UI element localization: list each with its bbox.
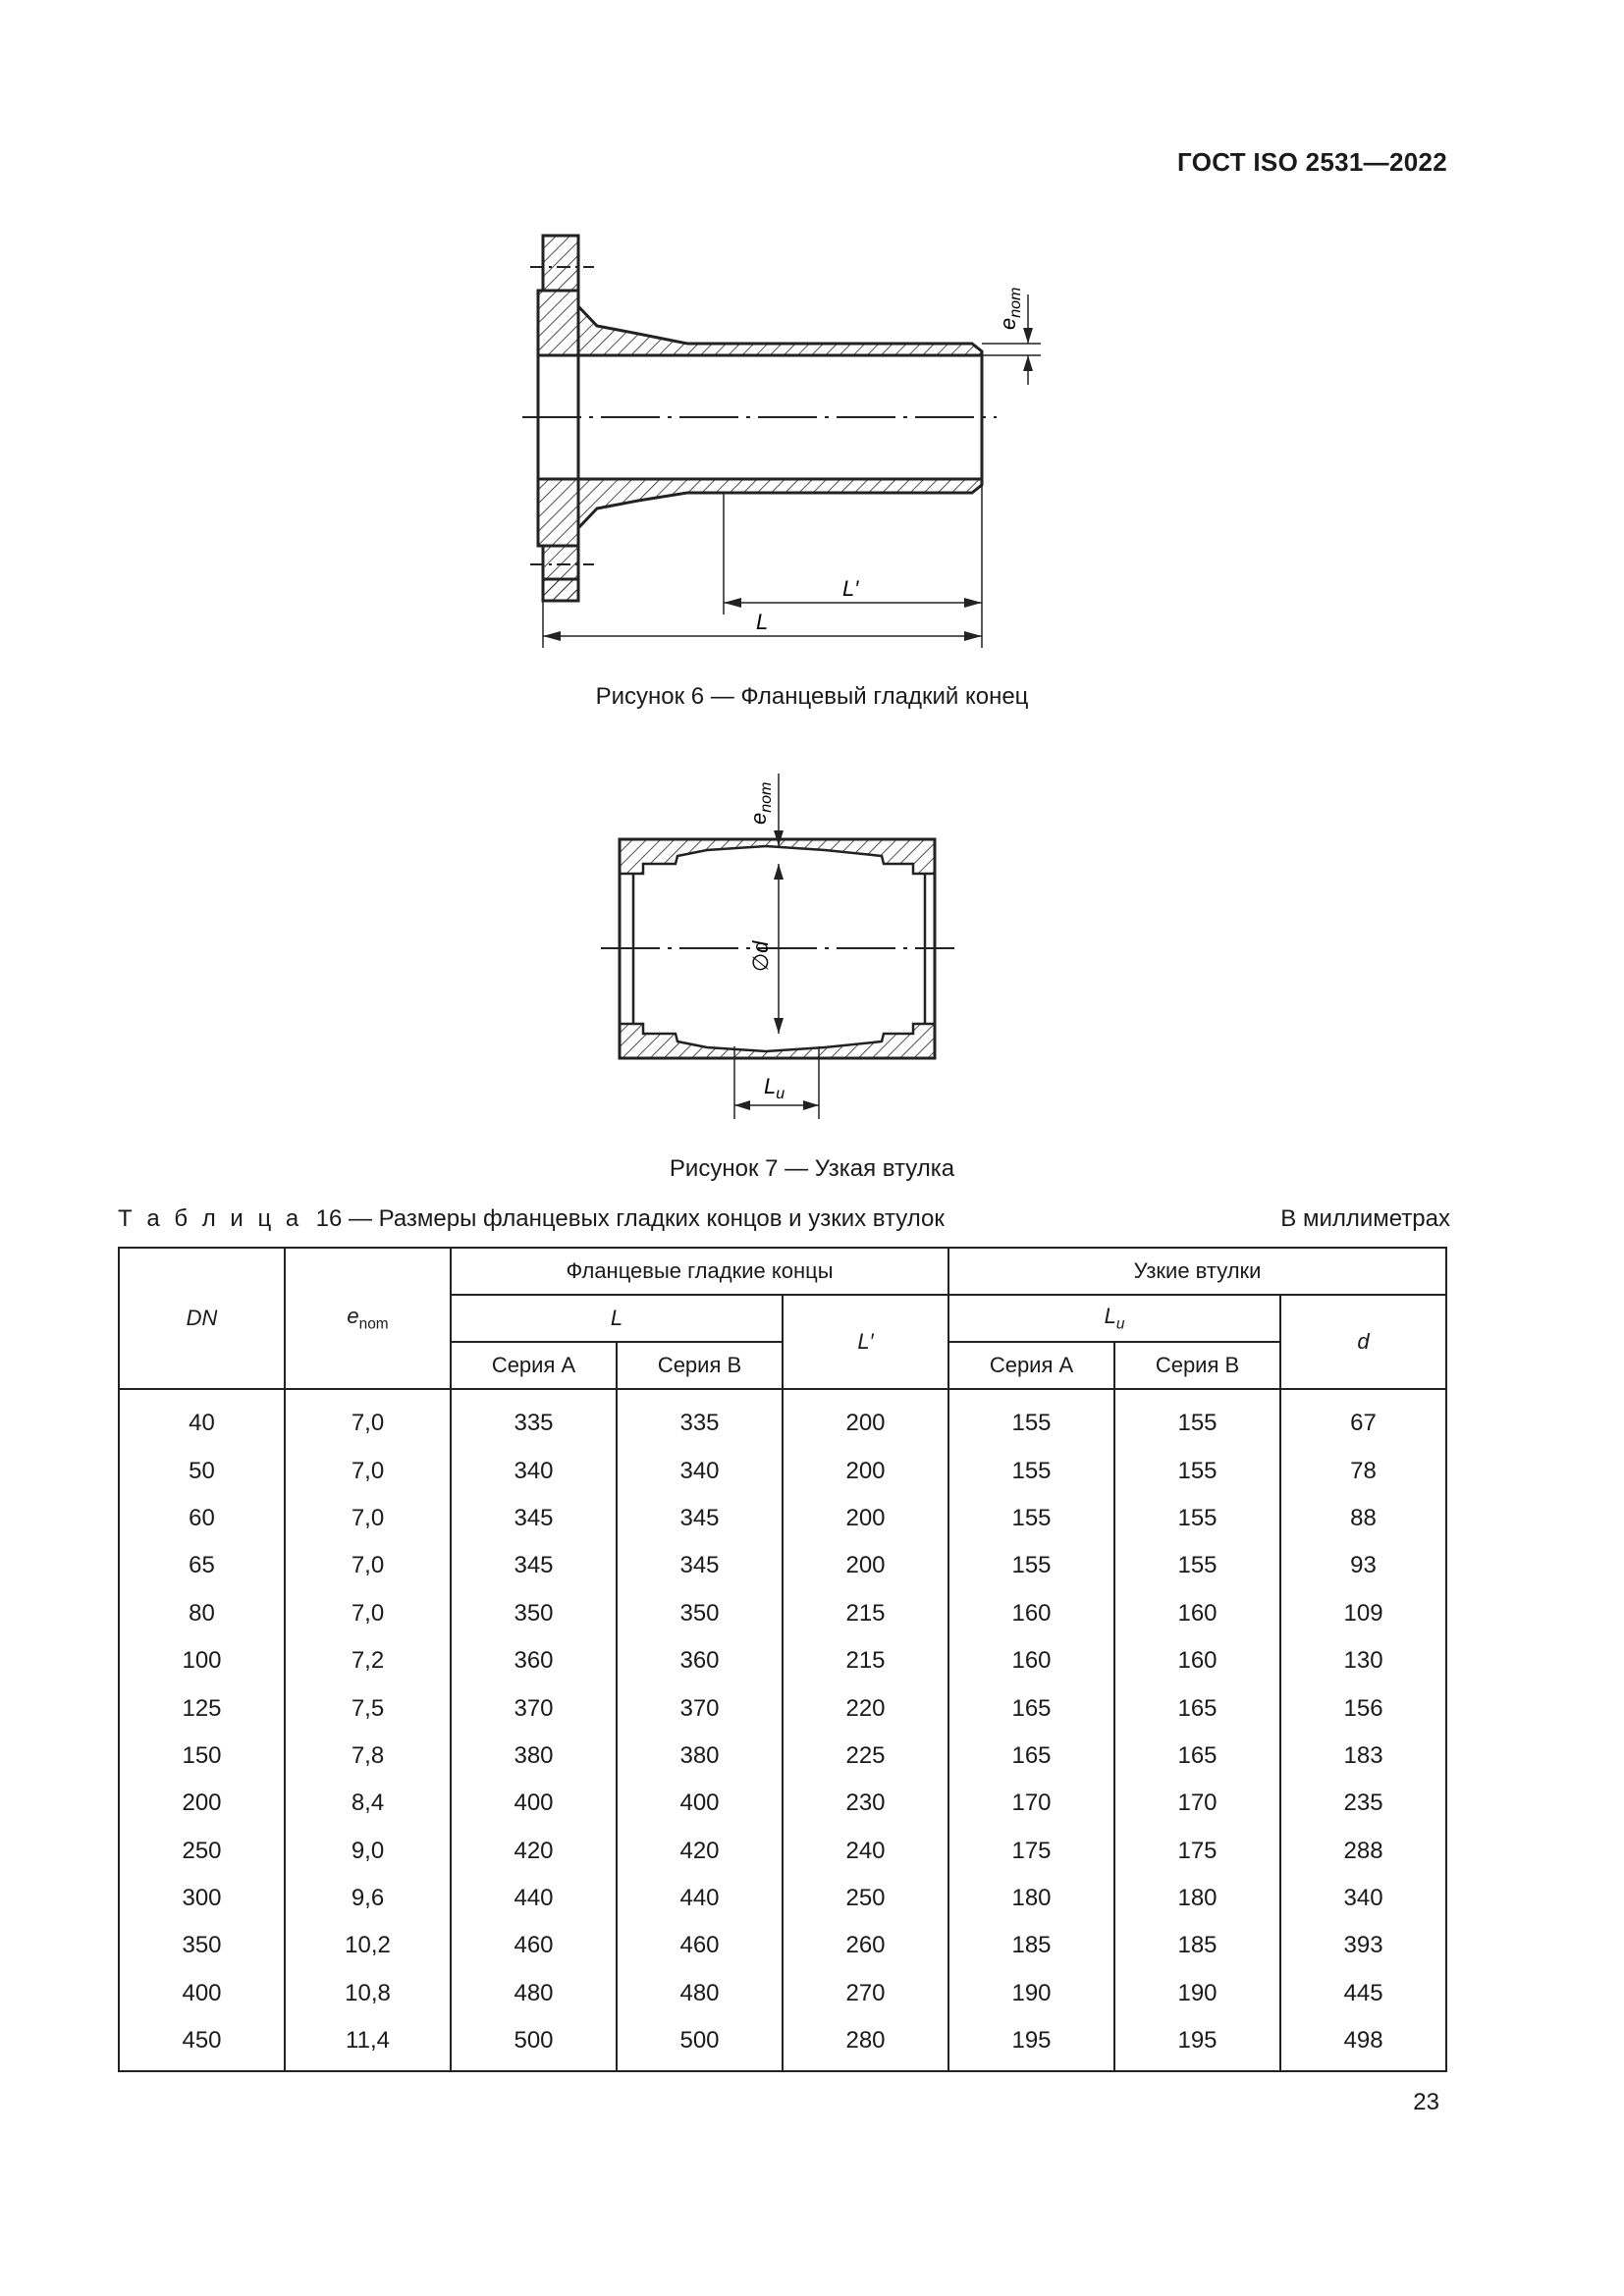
table-cell: 260	[783, 1922, 948, 1969]
col-l-series-a: Серия А	[451, 1342, 617, 1389]
page-number: 23	[1413, 2089, 1439, 2115]
table-cell: 340	[1280, 1875, 1446, 1922]
table-cell: 7,0	[285, 1389, 451, 1447]
table-cell: 180	[948, 1875, 1114, 1922]
table-cell: 7,0	[285, 1495, 451, 1542]
table-cell: 380	[617, 1733, 783, 1780]
table-cell: 360	[451, 1637, 617, 1684]
table-cell: 500	[451, 2017, 617, 2071]
table-cell: 215	[783, 1637, 948, 1684]
table-cell: 345	[451, 1495, 617, 1542]
table-cell: 200	[119, 1780, 285, 1827]
table-cell: 498	[1280, 2017, 1446, 2071]
table-cell: 450	[119, 2017, 285, 2071]
table-cell: 175	[948, 1828, 1114, 1875]
table-row	[119, 1590, 1446, 1637]
table-cell: 155	[1114, 1542, 1280, 1589]
table-cell: 50	[119, 1447, 285, 1494]
table-cell: 60	[119, 1495, 285, 1542]
table-cell: 88	[1280, 1495, 1446, 1542]
table-cell: 440	[617, 1875, 783, 1922]
table-row	[119, 1733, 1446, 1780]
table-cell: 445	[1280, 1970, 1446, 2017]
table-row	[119, 1447, 1446, 1494]
table-cell: 7,0	[285, 1542, 451, 1589]
col-l-prime: L′	[783, 1295, 948, 1389]
document-id: ГОСТ ISO 2531—2022	[1177, 147, 1447, 177]
table-cell: 230	[783, 1780, 948, 1827]
table-units: В миллиметрах	[1280, 1205, 1450, 1232]
table-cell: 195	[948, 2017, 1114, 2071]
table-row	[119, 1637, 1446, 1684]
table-cell: 80	[119, 1590, 285, 1637]
col-e-nom: $e_{nom}$	[285, 1248, 451, 1389]
col-group-sleeves: Узкие втулки	[948, 1248, 1446, 1295]
sleeve-bottom-wall	[620, 1024, 935, 1058]
table-cell: 190	[948, 1970, 1114, 2017]
table-row	[119, 2017, 1446, 2071]
table-cell: 150	[119, 1733, 285, 1780]
table-cell: 340	[451, 1447, 617, 1494]
col-group-flanged: Фланцевые гладкие концы	[451, 1248, 948, 1295]
table-cell: 170	[948, 1780, 1114, 1827]
table-row	[119, 1542, 1446, 1589]
col-lu-series-b: Серия В	[1114, 1342, 1280, 1389]
lower-wall	[538, 479, 982, 546]
table-cell: 155	[948, 1495, 1114, 1542]
table-cell: 155	[1114, 1495, 1280, 1542]
table-cell: 300	[119, 1875, 285, 1922]
col-lu-series-a: Серия А	[948, 1342, 1114, 1389]
bolt-top	[543, 236, 578, 291]
fig7-d-label: ∅d	[748, 940, 773, 972]
fig7-e-nom-label: $e_{nom}$	[746, 781, 775, 825]
table-cell: 65	[119, 1542, 285, 1589]
table-cell: 175	[1114, 1828, 1280, 1875]
table-cell: 215	[783, 1590, 948, 1637]
table-cell: 350	[119, 1922, 285, 1969]
table-cell: 156	[1280, 1684, 1446, 1732]
table-cell: 440	[451, 1875, 617, 1922]
table-cell: 220	[783, 1684, 948, 1732]
table-cell: 7,0	[285, 1447, 451, 1494]
table-cell: 125	[119, 1684, 285, 1732]
table-cell: 155	[948, 1542, 1114, 1589]
table-row	[119, 1389, 1446, 1447]
col-lu: $L_u$	[948, 1295, 1280, 1342]
table-cell: 380	[451, 1733, 617, 1780]
table-cell: 280	[783, 2017, 948, 2071]
table-cell: 335	[617, 1389, 783, 1447]
fig6-e-nom-label: $e_{nom}$	[996, 287, 1024, 330]
col-dn: DN	[119, 1248, 285, 1389]
figure-6-caption: Рисунок 6 — Фланцевый гладкий конец	[595, 683, 1029, 710]
table-cell: 500	[617, 2017, 783, 2071]
table-cell: 350	[451, 1590, 617, 1637]
table-cell: 160	[948, 1637, 1114, 1684]
table-cell: 200	[783, 1389, 948, 1447]
table-cell: 67	[1280, 1389, 1446, 1447]
upper-wall	[538, 291, 982, 355]
table-cell: 155	[948, 1447, 1114, 1494]
table-cell: 460	[451, 1922, 617, 1969]
table-row	[119, 1828, 1446, 1875]
table-cell: 185	[948, 1922, 1114, 1969]
table-cell: 400	[119, 1970, 285, 2017]
table-cell: 235	[1280, 1780, 1446, 1827]
table-cell: 200	[783, 1495, 948, 1542]
table-cell: 340	[617, 1447, 783, 1494]
table-cell: 225	[783, 1733, 948, 1780]
sleeve-top-wall	[620, 839, 935, 874]
table-cell: 400	[617, 1780, 783, 1827]
table-cell: 370	[617, 1684, 783, 1732]
table-row	[119, 1922, 1446, 1969]
table-cell: 240	[783, 1828, 948, 1875]
table-cell: 170	[1114, 1780, 1280, 1827]
table-cell: 155	[1114, 1447, 1280, 1494]
table-cell: 165	[948, 1733, 1114, 1780]
table-cell: 9,0	[285, 1828, 451, 1875]
table-cell: 160	[1114, 1590, 1280, 1637]
col-d: d	[1280, 1295, 1446, 1389]
table-cell: 183	[1280, 1733, 1446, 1780]
table-cell: 10,8	[285, 1970, 451, 2017]
col-l: L	[451, 1295, 783, 1342]
table-cell: 7,5	[285, 1684, 451, 1732]
fig6-l-label: L	[756, 610, 769, 634]
table-cell: 250	[119, 1828, 285, 1875]
fig6-l-prime-label: L′	[842, 576, 859, 601]
table-cell: 335	[451, 1389, 617, 1447]
table-cell: 345	[617, 1542, 783, 1589]
table-cell: 8,4	[285, 1780, 451, 1827]
table-cell: 250	[783, 1875, 948, 1922]
figure-6-drawing	[0, 0, 1624, 687]
table-cell: 7,2	[285, 1637, 451, 1684]
table-cell: 155	[1114, 1389, 1280, 1447]
table-cell: 350	[617, 1590, 783, 1637]
table-cell: 393	[1280, 1922, 1446, 1969]
table-caption: 16 — Размеры фланцевых гладких концов и узких втулок	[315, 1205, 945, 1232]
table-cell: 7,8	[285, 1733, 451, 1780]
table-cell: 288	[1280, 1828, 1446, 1875]
table-cell: 93	[1280, 1542, 1446, 1589]
table-cell: 130	[1280, 1637, 1446, 1684]
table-label: Т а б л и ц а	[118, 1205, 303, 1232]
table-cell: 7,0	[285, 1590, 451, 1637]
table-cell: 180	[1114, 1875, 1280, 1922]
table-cell: 460	[617, 1922, 783, 1969]
table-cell: 200	[783, 1542, 948, 1589]
table-cell: 370	[451, 1684, 617, 1732]
table-row	[119, 1875, 1446, 1922]
table-cell: 10,2	[285, 1922, 451, 1969]
table-cell: 360	[617, 1637, 783, 1684]
table-cell: 345	[617, 1495, 783, 1542]
table-row	[119, 1780, 1446, 1827]
figure-7-caption: Рисунок 7 — Узкая втулка	[669, 1155, 955, 1182]
table-cell: 160	[948, 1590, 1114, 1637]
table-cell: 78	[1280, 1447, 1446, 1494]
table-cell: 40	[119, 1389, 285, 1447]
table-cell: 165	[1114, 1733, 1280, 1780]
table-cell: 160	[1114, 1637, 1280, 1684]
table-cell: 100	[119, 1637, 285, 1684]
table-cell: 400	[451, 1780, 617, 1827]
table-cell: 165	[948, 1684, 1114, 1732]
table-cell: 11,4	[285, 2017, 451, 2071]
table-title	[118, 1205, 1450, 1233]
table-cell: 480	[617, 1970, 783, 2017]
table-cell: 195	[1114, 2017, 1280, 2071]
table-row	[119, 1684, 1446, 1732]
table-row	[119, 1970, 1446, 2017]
table-cell: 420	[451, 1828, 617, 1875]
dimensions-table	[118, 1247, 1439, 2072]
table-cell: 270	[783, 1970, 948, 2017]
table-cell: 190	[1114, 1970, 1280, 2017]
col-l-series-b: Серия В	[617, 1342, 783, 1389]
table-cell: 345	[451, 1542, 617, 1589]
table-cell: 480	[451, 1970, 617, 2017]
table-cell: 165	[1114, 1684, 1280, 1732]
table-cell: 420	[617, 1828, 783, 1875]
fig7-lu-label: $L_u$	[764, 1074, 785, 1102]
table-cell: 200	[783, 1447, 948, 1494]
table-cell: 109	[1280, 1590, 1446, 1637]
table-cell: 155	[948, 1389, 1114, 1447]
table-cell: 9,6	[285, 1875, 451, 1922]
table-cell: 185	[1114, 1922, 1280, 1969]
table-row	[119, 1495, 1446, 1542]
figure-7-drawing	[0, 746, 1624, 1139]
